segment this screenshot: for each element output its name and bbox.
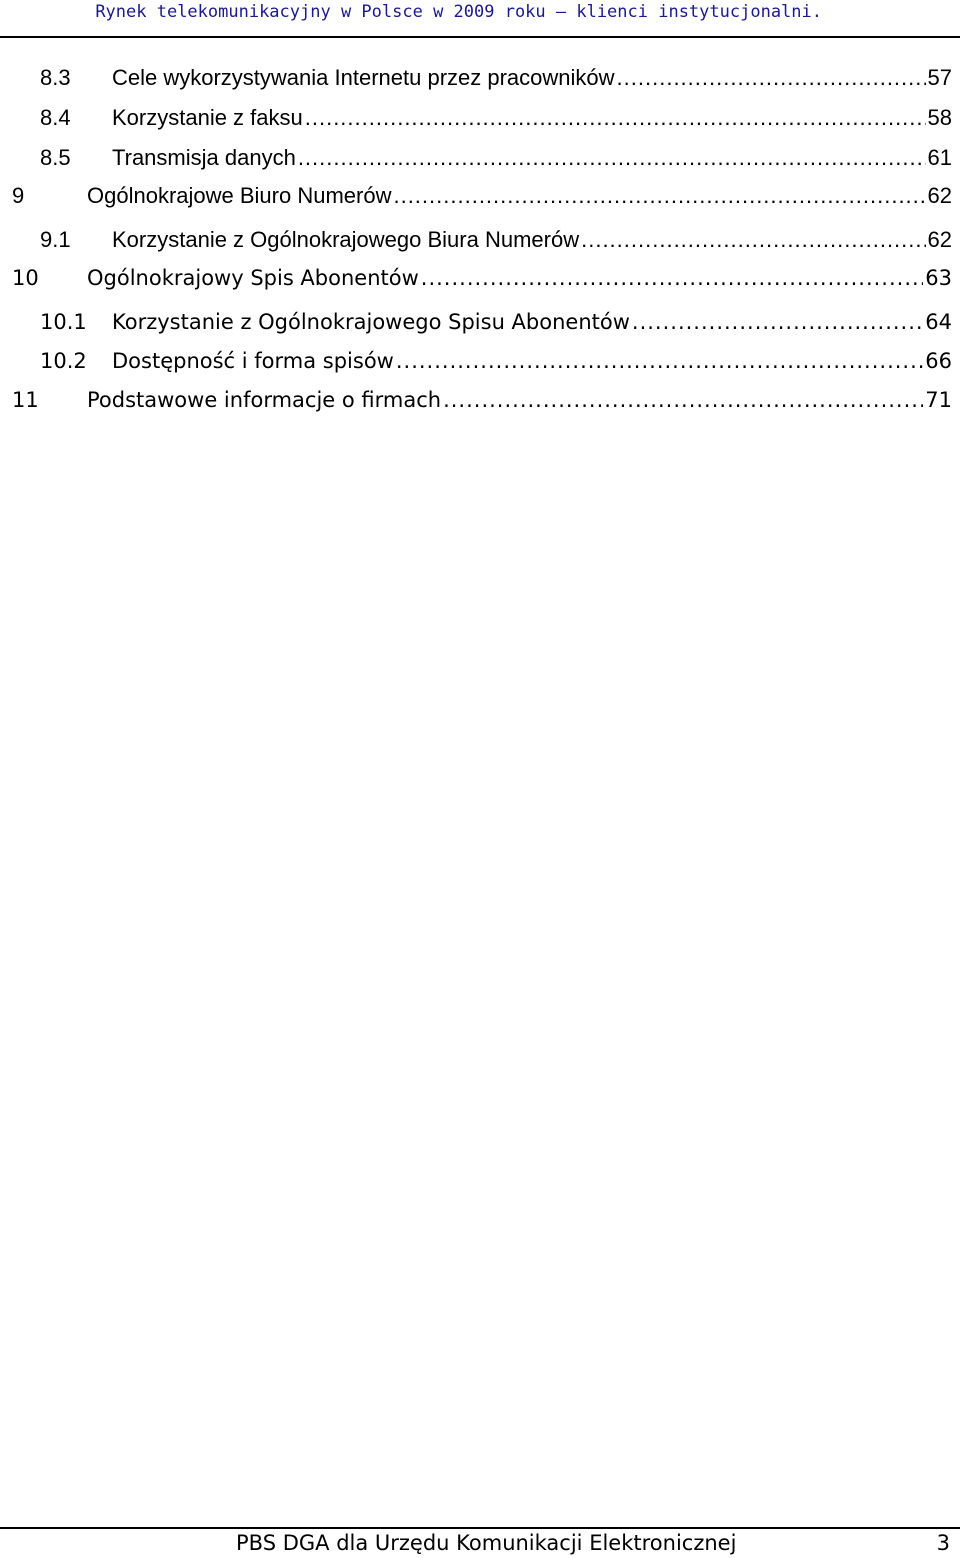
toc-entry-title: Ogólnokrajowe Biuro Numerów: [87, 183, 392, 208]
toc-entry-title: Korzystanie z faksu: [112, 105, 303, 130]
toc-entry-page: 64: [925, 310, 952, 334]
toc-entry-title: Podstawowe informacje o firmach: [87, 388, 442, 412]
header-title: Rynek telekomunikacyjny w Polsce w 2009 roku – klienci instytucjonalni.: [95, 2, 822, 22]
toc-entry[interactable]: [0, 138, 952, 178]
toc-entry[interactable]: [0, 258, 952, 298]
toc-entry[interactable]: [0, 380, 952, 420]
toc-entry-page: 71: [925, 388, 952, 412]
toc-entry-leader: [396, 341, 923, 381]
toc-entry-title: Korzystanie z Ogólnokrajowego Spisu Abonentów: [112, 310, 630, 334]
toc-entry-number: 9.1: [40, 227, 71, 252]
toc-entry-number: 8.4: [40, 105, 71, 130]
toc-entry-number: 10.2: [40, 349, 87, 373]
toc-entry-leader: [298, 138, 926, 178]
toc-entry-page: 66: [925, 349, 952, 373]
toc-entry[interactable]: [0, 302, 952, 342]
toc-entry-leader: [421, 258, 923, 298]
toc-entry-leader: [393, 176, 925, 216]
toc-entry-leader: [443, 380, 923, 420]
toc-entry-page: 62: [927, 183, 952, 208]
toc-entry[interactable]: [0, 341, 952, 381]
toc-entry-title: Transmisja danych: [112, 145, 296, 170]
toc-entry-leader: [632, 302, 923, 342]
toc-entry-title: Ogólnokrajowy Spis Abonentów: [87, 266, 419, 290]
footer-text: PBS DGA dla Urzędu Komunikacji Elektronicznej: [236, 1531, 737, 1555]
toc-entry-number: 11: [12, 388, 39, 412]
toc-entry-page: 63: [925, 266, 952, 290]
toc-entry-number: 10.1: [40, 310, 87, 334]
toc-entry-leader: [617, 58, 926, 98]
toc-entry-title: Korzystanie z Ogólnokrajowego Biura Numerów: [112, 227, 580, 252]
toc-entry-page: 57: [927, 65, 952, 90]
toc-entry-leader: [581, 220, 925, 260]
page-header: [0, 0, 960, 38]
toc-entry-title: Cele wykorzystywania Internetu przez pracowników: [112, 65, 615, 90]
toc-entry-number: 10: [12, 266, 39, 290]
toc-entry-leader: [305, 98, 926, 138]
toc-entry-number: 9: [12, 183, 25, 208]
toc-entry[interactable]: [0, 58, 952, 98]
toc-entry-title: Dostępność i forma spisów: [112, 349, 394, 373]
toc-entry-page: 62: [927, 227, 952, 252]
toc-entry[interactable]: [0, 220, 952, 260]
toc-entry[interactable]: [0, 176, 952, 216]
toc-entry[interactable]: [0, 98, 952, 138]
toc-entry-number: 8.5: [40, 145, 71, 170]
page-footer: [0, 1527, 960, 1558]
toc-entry-number: 8.3: [40, 65, 71, 90]
toc-entry-page: 61: [927, 145, 952, 170]
footer-page-number: 3: [936, 1531, 950, 1555]
toc-entry-page: 58: [927, 105, 952, 130]
